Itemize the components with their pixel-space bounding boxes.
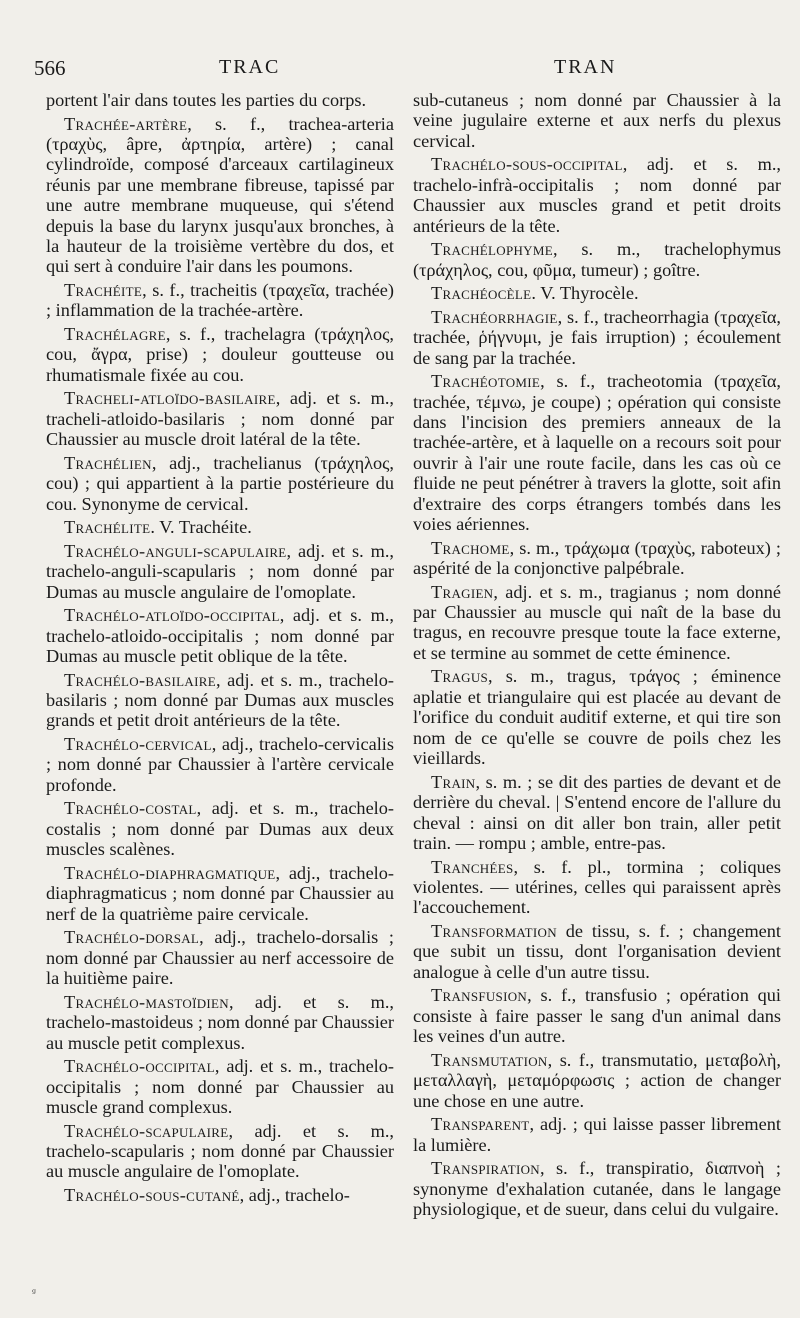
dictionary-entry (46, 388, 394, 449)
entry-headword: Trachélo-sous-occipital (431, 154, 623, 175)
entry-headword: Trachélo-mastoïdien (64, 991, 229, 1012)
dictionary-entry (413, 154, 781, 236)
entry-headword: Trachélo-diaphragmatique (64, 862, 276, 883)
dictionary-entry (46, 992, 394, 1053)
dictionary-entry (413, 921, 781, 982)
entry-headword: Trachélo-dorsal (64, 927, 200, 948)
dictionary-entry (413, 307, 781, 368)
entry-headword: Trachélo-cervical (64, 734, 212, 755)
entry-headword: Tracheli-atloïdo-basilaire (64, 388, 276, 409)
dictionary-entry (46, 280, 394, 321)
dictionary-entry (46, 517, 394, 537)
entry-text: , adj. et s. m., trachelo-scapularis ; nom donné par Chaussier au muscle angulaire de l'omoplate. (46, 1120, 394, 1182)
entry-text: , adj., trachelo-cervicalis ; nom donné par Chaussier à l'artère cervicale profonde. (46, 734, 394, 795)
entry-headword: Trachélophyme (431, 239, 553, 260)
dictionary-entry (413, 1050, 781, 1111)
running-header (34, 56, 770, 86)
dictionary-entry (413, 666, 781, 768)
dictionary-entry (413, 239, 781, 280)
dictionary-entry (413, 283, 781, 303)
entry-text: , s. f. pl., tormina ; coliques violentes. — utérines, celles qui paraissent après l'accouchement. (413, 856, 781, 918)
dictionary-entry (413, 1114, 781, 1155)
entry-text: , adj. et s. m., trachelo-infrà-occipitalis ; nom donné par Chaussier aux muscles grand et petit droits antérieurs de la tête. (413, 154, 781, 236)
entry-text: , adj. et s. m., tragianus ; nom donné par Chaussier au muscle qui naît de la base du tragus, en recouvre presque toute la face externe, et se termine au sommet de cette éminence. (413, 581, 781, 663)
entry-headword: Trachélien (64, 452, 152, 473)
entry-headword: Trachélo-costal (64, 798, 197, 819)
entry-text: , s. f., tracheorrhagia (τραχεῖα, trachée, ῥήγνυμι, je fais irruption) ; écoulement de sang par la trachée. (413, 306, 781, 368)
dictionary-entry (46, 927, 394, 988)
right-column (413, 90, 781, 1223)
entry-text: de tissu, s. f. ; changement que subit un tissu, dont l'organisation devient analogue à celle d'un autre tissu. (413, 920, 781, 982)
entry-text: , s. m., τράχωμα (τραχὺς, raboteux) ; aspérité de la conjonctive palpébrale. (413, 537, 781, 579)
entry-headword: Train (431, 771, 476, 792)
entry-headword: Trachélo-sous-cutané (64, 1184, 240, 1205)
dictionary-entry (413, 90, 781, 151)
entry-text: , s. f., tracheotomia (τραχεῖα, trachée, τέμνω, je coupe) ; opération qui consiste dans l'incision des premiers anneaux de la trachée-artère, et à laquelle on a recours soit pour ouvrir à l'air une route facile, dans les cas où ce fluide ne peut pénétrer à travers la glotte, soit afin d'extraire des corps étrangers tombés dans les voies aériennes. (413, 371, 781, 535)
entry-text: , s. m. ; se dit des parties de devant et de derrière du cheval. | S'entend encore de l'allure du cheval : ainsi on dit aller bon train, aller petit train. — rompu ; amble, entre-pas. (413, 771, 781, 853)
entry-headword: Trachélite (64, 517, 151, 538)
entry-headword: Trachéocèle (431, 283, 532, 304)
entry-text: . V. Trachéite. (150, 517, 252, 538)
entry-text: , s. m., trachelophymus (τράχηλος, cou, φῦμα, tumeur) ; goître. (413, 239, 781, 280)
dictionary-entry (46, 453, 394, 514)
dictionary-entry (46, 605, 394, 666)
entry-text: , adj. et s. m., trachelo-basilaris ; nom donné par Dumas aux muscles grands et petit droit antérieurs de la tête. (46, 669, 394, 731)
dictionary-entry (413, 985, 781, 1046)
entry-text: , adj. et s. m., trachelo-costalis ; nom donné par Dumas aux deux muscles scalènes. (46, 798, 394, 860)
dictionary-entry (46, 114, 394, 277)
entry-headword: Transparent (431, 1114, 530, 1135)
entry-headword: Trachélo-occipital (64, 1056, 215, 1077)
page-number: 566 (34, 56, 66, 80)
dictionary-entry (46, 798, 394, 859)
entry-text: . V. Thyrocèle. (531, 283, 639, 304)
entry-text: , adj., trachelianus (τράχηλος, cou) ; qui appartient à la partie postérieure du cou. Synonyme de cervical. (46, 452, 394, 514)
entry-headword: Transpiration (431, 1158, 540, 1179)
dictionary-entry (46, 1185, 394, 1205)
entry-headword: Trachélo-atloïdo-occipital (64, 605, 280, 626)
entry-text: , s. f., trachelagra (τράχηλος, cou, ἄγρα, prise) ; douleur goutteuse ou rhumatismale fixée au cou. (46, 324, 394, 385)
entry-text: , adj. et s. m., trachelo-occipitalis ; nom donné par Chaussier au muscle grand complexus. (46, 1056, 394, 1117)
entry-text: , adj. et s. m., tracheli-atloido-basilaris ; nom donné par Chaussier au muscle droit latéral de la tête. (46, 388, 394, 450)
entry-text: , s. f., transfusio ; opération qui consiste à faire passer le sang d'un animal dans les veines d'un autre. (413, 985, 781, 1047)
dictionary-entry (46, 670, 394, 731)
entry-text: sub-cutaneus ; nom donné par Chaussier à la veine jugulaire externe et aux nerfs du plexus cervical. (413, 90, 781, 151)
entry-headword: Trachélo-anguli-scapulaire (64, 540, 287, 561)
entry-text: portent l'air dans toutes les parties du corps. (46, 90, 367, 110)
entry-headword: Trachélo-scapulaire (64, 1120, 229, 1141)
entry-headword: Transformation (431, 920, 557, 941)
entry-headword: Tranchées (431, 856, 514, 877)
entry-headword: Tragien (431, 581, 494, 602)
entry-text: , s. f., tracheitis (τραχεῖα, trachée) ; inflammation de la trachée-artère. (46, 280, 394, 321)
dictionary-entry (46, 90, 394, 110)
dictionary-entry (413, 371, 781, 534)
dictionary-entry (413, 772, 781, 854)
entry-text: , adj. et s. m., trachelo-atloido-occipitalis ; nom donné par Dumas au muscle petit oblique de la tête. (46, 605, 394, 667)
dictionary-entry (413, 1158, 781, 1219)
dictionary-entry (46, 541, 394, 602)
margin-mark: ᵍ (32, 1288, 36, 1299)
entry-headword: Trachée-artère (64, 113, 188, 134)
left-column (46, 90, 394, 1209)
entry-text: , s. m., tragus, τράγος ; éminence aplatie et triangulaire qui est placée au devant de l'orifice du conduit auditif externe, et qui tire son nom de ce qu'elle se couvre de poils chez les vieillards. (413, 666, 781, 769)
entry-text: , adj. et s. m., trachelo-anguli-scapularis ; nom donné par Dumas au muscle angulaire de l'omoplate. (46, 540, 394, 602)
running-head-right: TRAN (554, 56, 617, 78)
entry-text: , adj., trachelo- (239, 1184, 350, 1205)
entry-headword: Trachélo-basilaire (64, 669, 216, 690)
dictionary-entry (46, 863, 394, 924)
entry-text: , s. f., trachea-arteria (τραχὺς, âpre, ἀρτηρία, artère) ; canal cylindroïde, composé d'arceaux cartilagineux réunis par une membrane fibreuse, tapissé par une autre membrane muqueuse, qui s'étend depuis la base du larynx jusqu'aux bronches, à la hauteur de la troisième vertèbre du dos, et qui sert à conduire l'air dans les poumons. (46, 113, 394, 277)
dictionary-entry (46, 324, 394, 385)
dictionary-entry (413, 538, 781, 579)
entry-text: , adj. ; qui laisse passer librement la lumière. (413, 1114, 781, 1155)
entry-headword: Trachome (431, 537, 510, 558)
entry-headword: Trachéotomie (431, 371, 541, 392)
entry-text: , adj., trachelo-diaphragmaticus ; nom donné par Chaussier au nerf de la quatrième paire cervicale. (46, 862, 394, 924)
entry-headword: Trachéorrhagie (431, 306, 558, 327)
entry-text: , adj., trachelo-dorsalis ; nom donné par Chaussier au nerf accessoire de la huitième paire. (46, 927, 394, 989)
dictionary-entry (46, 1056, 394, 1117)
entry-headword: Trachélagre (64, 324, 166, 345)
entry-headword: Trachéite (64, 280, 143, 301)
dictionary-entry (413, 857, 781, 918)
entry-headword: Transfusion (431, 985, 528, 1006)
entry-text: , adj. et s. m., trachelo-mastoideus ; nom donné par Chaussier au muscle petit complexus. (46, 991, 394, 1053)
entry-headword: Transmutation (431, 1049, 548, 1070)
running-head-left: TRAC (219, 56, 281, 78)
dictionary-entry (413, 582, 781, 664)
entry-text: , s. f., transpiratio, διαπνοὴ ; synonyme d'exhalation cutanée, dans le langage physiologique, et de sueur, dans celui du vulgaire. (413, 1158, 781, 1219)
entry-headword: Tragus (431, 666, 489, 687)
entry-text: , s. f., transmutatio, μεταβολὴ, μεταλλαγὴ, μεταμόρφωσις ; action de changer une chose en une autre. (413, 1049, 781, 1111)
dictionary-entry (46, 1121, 394, 1182)
dictionary-entry (46, 734, 394, 795)
